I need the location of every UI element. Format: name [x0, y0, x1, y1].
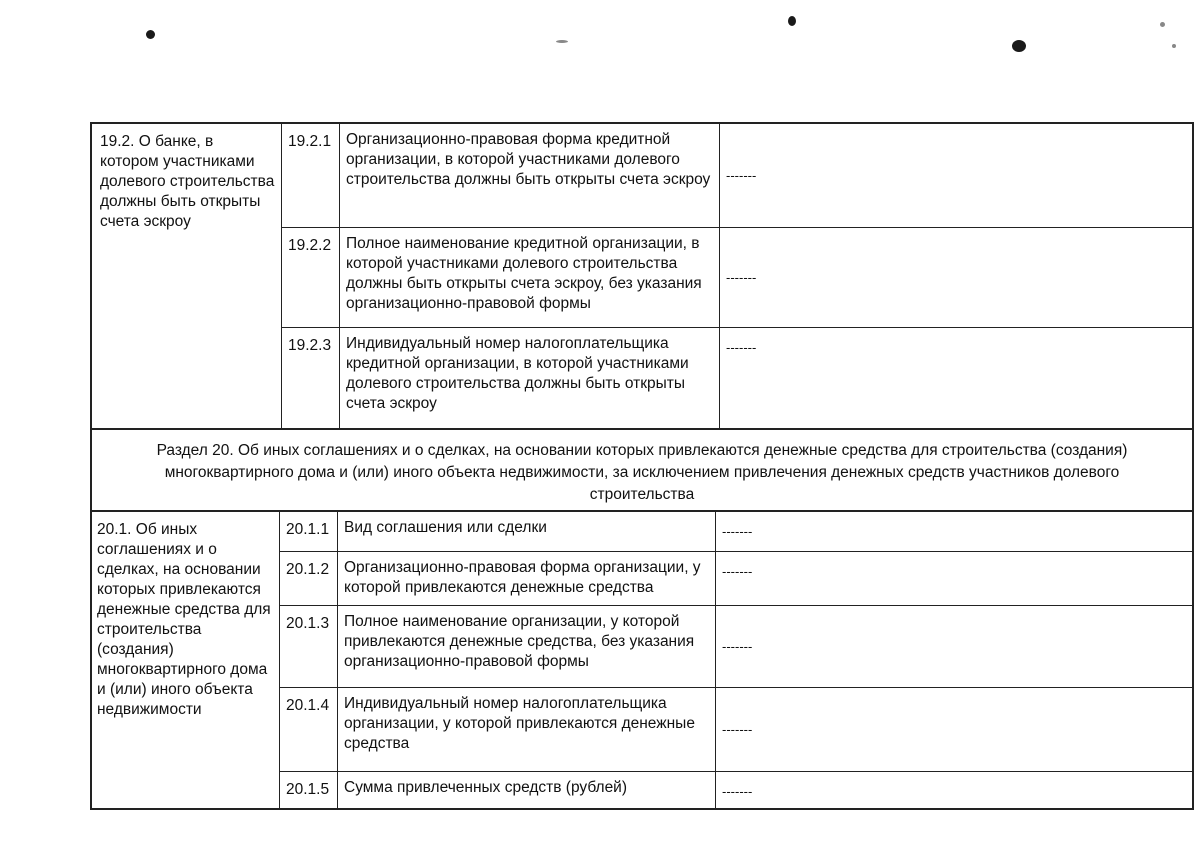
table-row	[280, 772, 1194, 810]
other-agreements-block	[92, 510, 1194, 810]
row-description: Индивидуальный номер налогоплательщика кредитной организации, в которой участниками долевого строительства должны быть открыты счета эскроу	[340, 328, 720, 428]
table-row	[282, 124, 1194, 228]
table-row	[280, 688, 1194, 772]
row-number: 19.2.3	[282, 328, 340, 428]
scan-speck	[788, 16, 796, 26]
table-row	[280, 606, 1194, 688]
row-value: -------	[720, 328, 1194, 428]
row-value: -------	[720, 228, 1194, 327]
row-description: Организационно-правовая форма организации, у которой привлекаются денежные средства	[338, 552, 716, 605]
row-value: -------	[716, 512, 1194, 551]
row-description: Полное наименование кредитной организации, в которой участниками долевого строительства должны быть открыты счета эскроу, без указания организационно-правовой формы	[340, 228, 720, 327]
row-value: -------	[716, 552, 1194, 605]
scan-speck	[556, 40, 568, 43]
row-number: 20.1.5	[280, 772, 338, 810]
row-number: 20.1.3	[280, 606, 338, 687]
row-number: 19.2.2	[282, 228, 340, 327]
table-row	[280, 552, 1194, 606]
row-description: Полное наименование организации, у которой привлекаются денежные средства, без указания организационно-правовой формы	[338, 606, 716, 687]
other-agreements-heading: 20.1. Об иных соглашениях и о сделках, на основании которых привлекаются денежные средства для строительства (создания) многоквартирного дома и (или) иного объекта недвижимости	[92, 512, 280, 810]
section-20-header	[92, 428, 1194, 510]
table-row	[282, 228, 1194, 328]
row-value: -------	[716, 606, 1194, 687]
row-number: 20.1.4	[280, 688, 338, 771]
row-value: -------	[716, 772, 1194, 810]
scan-speck	[1172, 44, 1176, 48]
scan-speck	[1160, 22, 1165, 27]
row-number: 20.1.2	[280, 552, 338, 605]
scan-speck	[1012, 40, 1026, 52]
row-description: Организационно-правовая форма кредитной организации, в которой участниками долевого строительства должны быть открыты счета эскроу	[340, 124, 720, 227]
row-description: Вид соглашения или сделки	[338, 512, 716, 551]
row-number: 20.1.1	[280, 512, 338, 551]
row-description: Индивидуальный номер налогоплательщика организации, у которой привлекаются денежные средства	[338, 688, 716, 771]
scan-speck	[146, 30, 155, 39]
disclosure-table	[90, 122, 1194, 810]
table-row	[282, 328, 1194, 428]
row-description: Сумма привлеченных средств (рублей)	[338, 772, 716, 810]
row-number: 19.2.1	[282, 124, 340, 227]
bank-escrow-block	[92, 124, 1194, 428]
row-value: -------	[716, 688, 1194, 771]
section-20-title: Раздел 20. Об иных соглашениях и о сделках, на основании которых привлекаются денежные средства для строительства (создания) многоквартирного дома и (или) иного объекта недвижимости, за исключением привлечения денежных средств участников долевого строительства	[92, 430, 1194, 510]
table-row	[280, 512, 1194, 552]
bank-escrow-heading: 19.2. О банке, в котором участниками долевого строительства должны быть открыты счета эскроу	[92, 124, 282, 428]
row-value: -------	[720, 124, 1194, 227]
